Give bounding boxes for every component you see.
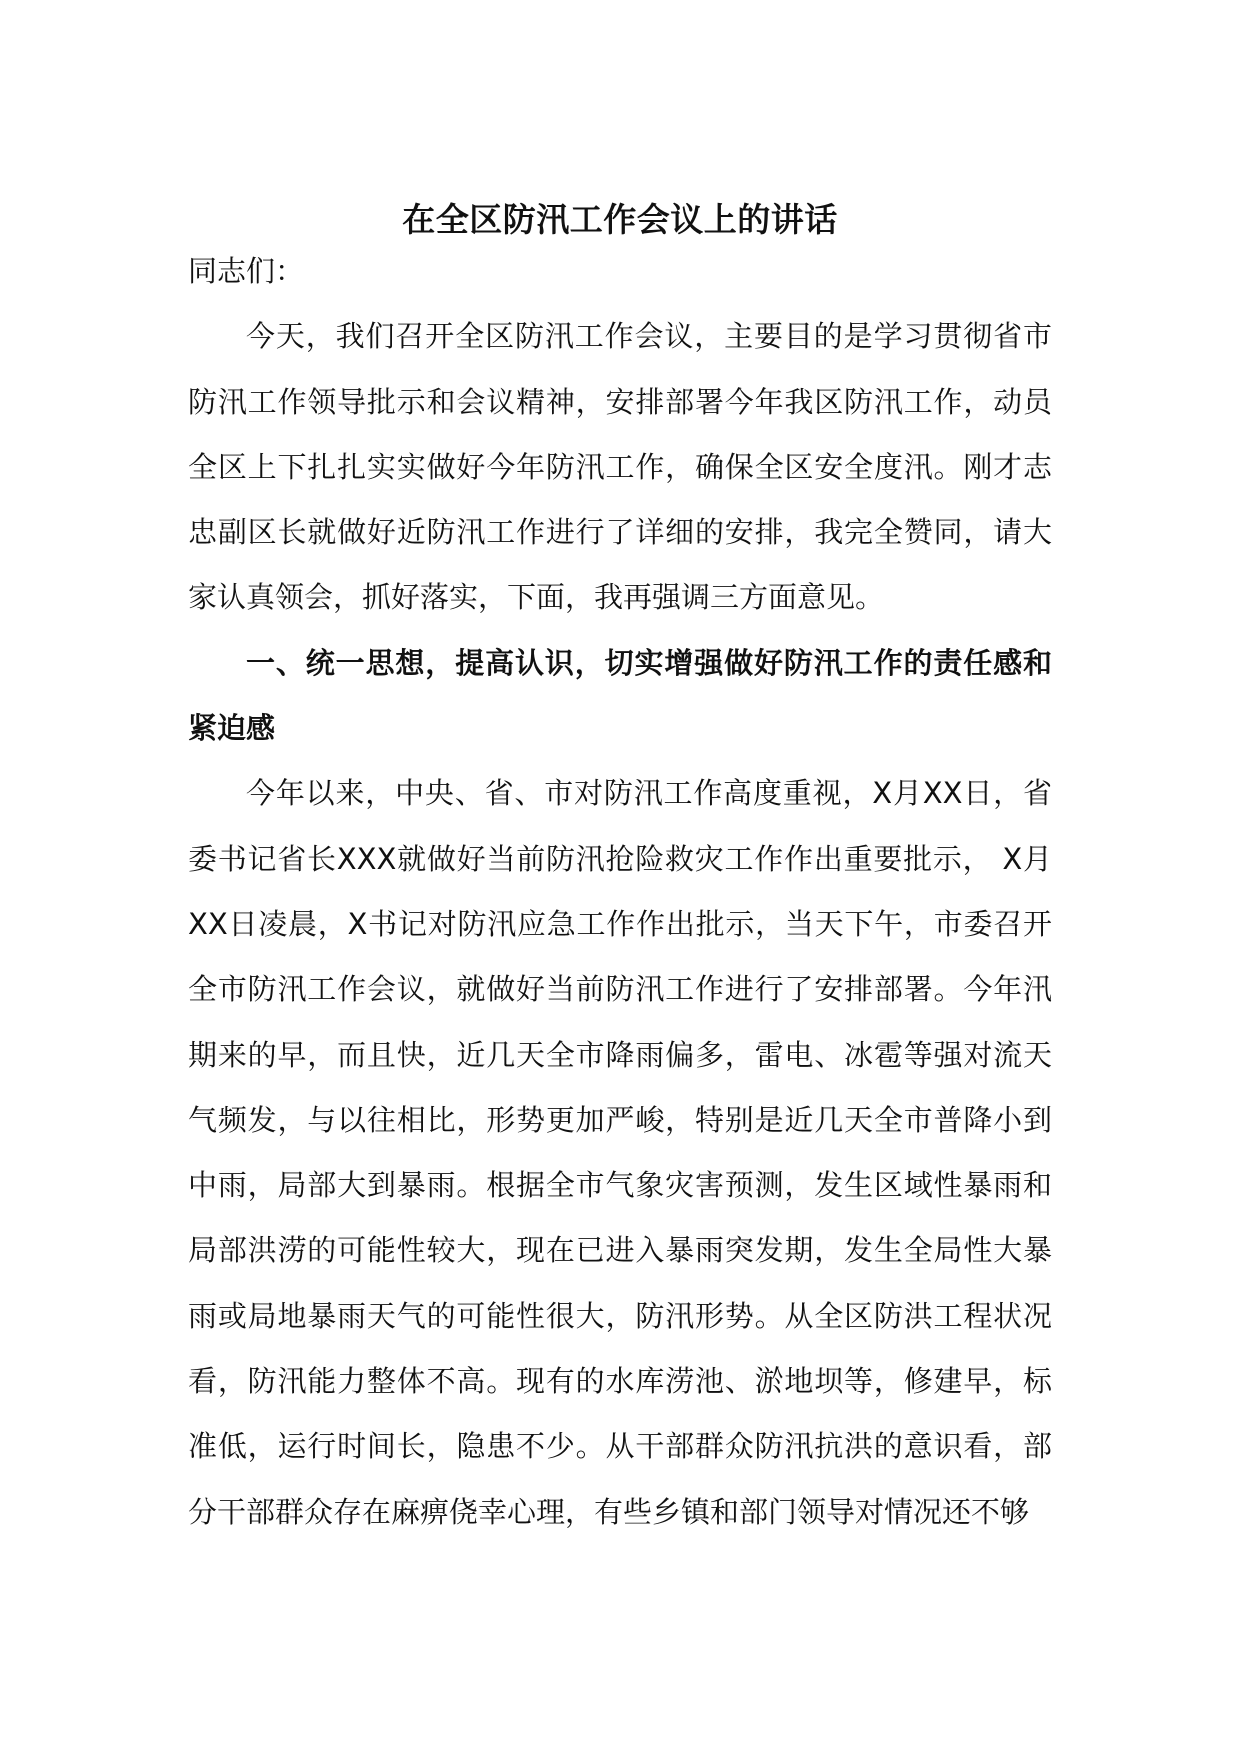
paragraph-section-1: 今年以来，中央、省、市对防汛工作高度重视，X月XX日，省委书记省长XXX就做好当前防汛抢险救灾工作作出重要批示， X月XX日凌晨，X书记对防汛应急工作作出批示，当天下午，市委召开全市防汛工作会议，就做好当前防汛工作进行了安排部署。今年汛期来的早，而且快，近几天全市降雨偏多，雷电、冰雹等强对流天气频发，与以往相比，形势更加严峻，特别是近几天全市普降小到中雨，局部大到暴雨。根据全市气象灾害预测，发生区域性暴雨和局部洪涝的可能性较大，现在已进入暴雨突发期，发生全局性大暴雨或局地暴雨天气的可能性很大，防汛形势。从全区防洪工程状况看，防汛能力整体不高。现有的水库涝池、淤地坝等，修建早，标准低，运行时间长，隐患不少。从干部群众防汛抗洪的意识看，部分干部群众存在麻痹侥幸心理，有些乡镇和部门领导对情况还不够 <box>188 776 1052 1529</box>
greeting-line: 同志们： <box>188 254 305 288</box>
section-heading-1: 一、统一思想，提高认识，切实增强做好防汛工作的责任感和紧迫感 <box>188 645 1052 746</box>
document-title: 在全区防汛工作会议上的讲话 <box>402 200 838 239</box>
paragraph-intro: 今天，我们召开全区防汛工作会议，主要目的是学习贯彻省市防汛工作领导批示和会议精神，安排部署今年我区防汛工作，动员全区上下扎扎实实做好今年防汛工作，确保全区安全度汛。刚才志忠副区长就做好近防汛工作进行了详细的安排，我完全赞同，请大家认真领会，抓好落实，下面，我再强调三方面意见。 <box>188 319 1052 615</box>
document-body <box>188 239 1052 1545</box>
